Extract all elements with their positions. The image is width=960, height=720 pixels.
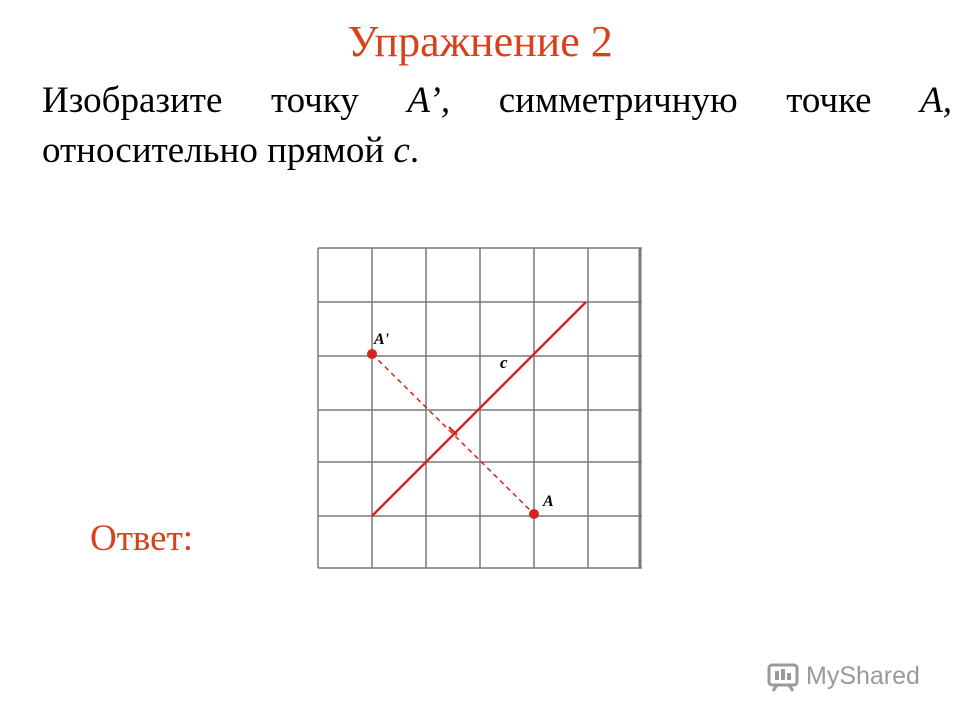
task-text [42, 76, 952, 176]
watermark [766, 656, 920, 696]
watermark-text: MyShared [806, 661, 920, 690]
line-c [372, 302, 586, 516]
task-line-2-end: . [409, 130, 420, 171]
point-a [529, 509, 539, 519]
task-word: симметричную [498, 80, 738, 121]
task-word: A’, [407, 80, 451, 121]
answer-label: Ответ: [90, 518, 194, 559]
slide-title: Упражнение 2 [347, 17, 613, 66]
label-a: A [543, 493, 554, 510]
task-line-1 [42, 76, 952, 126]
task-line-2-text: относительно прямой [42, 130, 394, 171]
myshared-logo-icon [766, 659, 800, 693]
task-word: Изобразите [42, 80, 223, 121]
task-word: A, [920, 80, 952, 121]
task-line-2-var: c [393, 130, 410, 171]
symmetry-grid-figure [316, 246, 644, 570]
task-word: точку [270, 80, 359, 121]
label-a-prime: A' [374, 331, 390, 348]
point-a-prime [367, 349, 377, 359]
task-line-2 [42, 126, 952, 176]
task-word: точке [786, 80, 872, 121]
label-c: c [500, 353, 508, 372]
